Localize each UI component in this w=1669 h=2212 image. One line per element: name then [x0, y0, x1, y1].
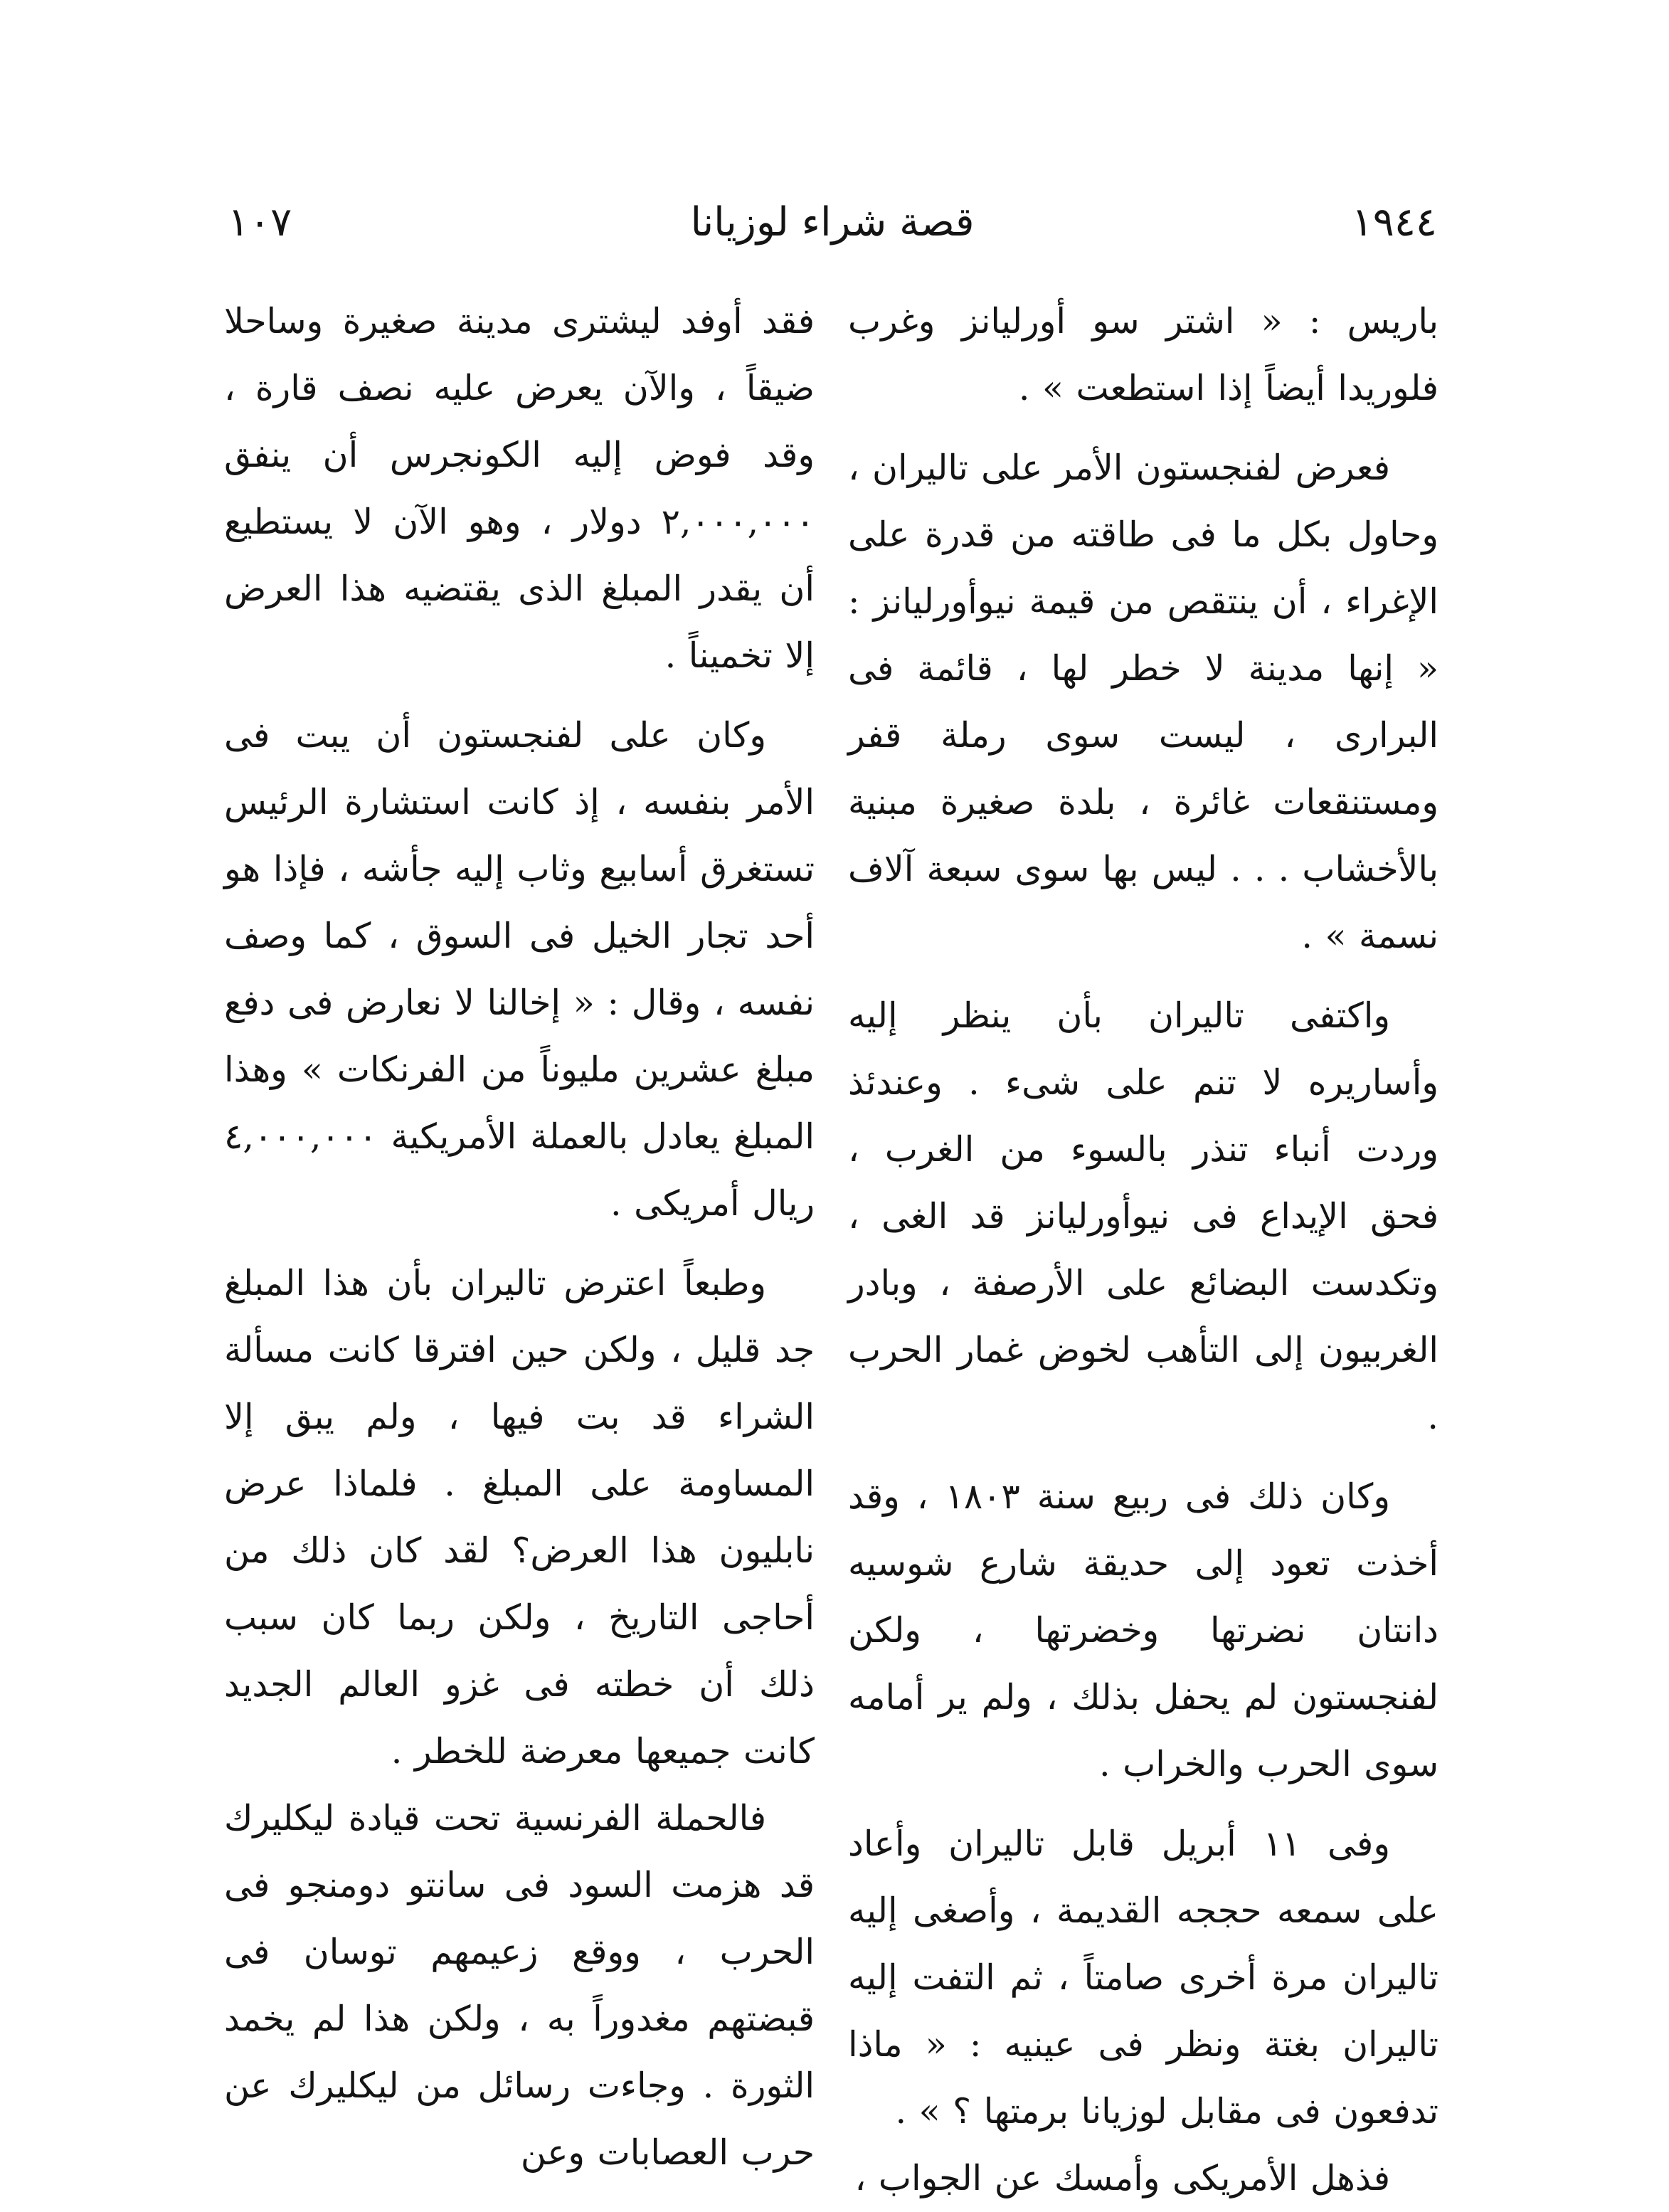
- header-year: ١٩٤٤: [1351, 199, 1437, 245]
- paragraph: فعرض لفنجستون الأمر على تاليران ، وحاول بكل ما فى طاقته من قدرة على الإغراء ، أن ينتقص من قيمة نيوأورليانز : « إنها مدينة لا خطر لها ، قائمة فى البرارى ، ليست سوى رملة قفر ومستنقعات غائرة ، بلدة صغيرة مبنية بالأخشاب . . . ليس بها سوى سبعة آلاف نسمة » .: [848, 448, 1438, 956]
- left-column: [224, 288, 815, 2173]
- paragraph: فالحملة الفرنسية تحت قيادة ليكليرك قد هزمت السود فى سانتو دومنجو فى الحرب ، ووقع زعيمهم توسان فى قبضتهم مغدوراً به ، ولكن هذا لم يخمد الثورة . وجاءت رسائل من ليكليرك عن حرب العصابات وعن: [224, 1798, 815, 2173]
- paragraph: وفى ١١ أبريل قابل تاليران وأعاد على سمعه حججه القديمة ، وأصغى إليه تاليران مرة أخرى صامتاً ، ثم التفت إليه تاليران بغتة ونظر فى عينيه : « ماذا تدفعون فى مقابل لوزيانا برمتها ؟ » .: [848, 1824, 1438, 2132]
- paragraph: وكان على لفنجستون أن يبت فى الأمر بنفسه ، إذ كانت استشارة الرئيس تستغرق أسابيع وثاب إليه جأشه ، فإذا هو أحد تجار الخيل فى السوق ، كما وصف نفسه ، وقال : « إخالنا لا نعارض فى دفع مبلغ عشرين مليوناً من الفرنكات » وهذا المبلغ يعادل بالعملة الأمريكية ٤,٠٠٠,٠٠٠ ريال أمريكى .: [224, 715, 815, 1224]
- paragraph: وطبعاً اعترض تاليران بأن هذا المبلغ جد قليل ، ولكن حين افترقا كانت مسألة الشراء قد بت فيها ، ولم يبق إلا المساومة على المبلغ . فلماذا عرض نابليون هذا العرض؟ لقد كان ذلك من أحاجى التاريخ ، ولكن ربما كان سبب ذلك أن خطته فى غزو العالم الجديد كانت جميعها معرضة للخطر .: [224, 1263, 815, 1772]
- running-title: قصة شراء لوزيانا: [690, 199, 975, 245]
- page-header: [228, 191, 1437, 255]
- paragraph: فذهل الأمريكى وأمسك عن الجواب ،: [854, 2158, 1390, 2198]
- right-column: [848, 288, 1438, 2198]
- page-number: ١٠٧: [228, 199, 292, 245]
- paragraph: باريس : « اشتر سو أورليانز وغرب فلوريدا أيضاً إذا استطعت » .: [848, 301, 1438, 408]
- paragraph: وكان ذلك فى ربيع سنة ١٨٠٣ ، وقد أخذت تعود إلى حديقة شارع شوسيه دانتان نضرتها وخضرتها ، ولكن لفنجستون لم يحفل بذلك ، ولم ير أمامه سوى الحرب والخراب .: [848, 1476, 1438, 1784]
- paragraph: واكتفى تاليران بأن ينظر إليه وأساريره لا تنم على شىء . وعندئذ وردت أنباء تنذر بالسوء من الغرب ، فحق الإيداع فى نيوأورليانز قد الغى ، وتكدست البضائع على الأرصفة ، وبادر الغربيون إلى التأهب لخوض غمار الحرب .: [848, 995, 1438, 1437]
- paragraph: فقد أوفد ليشترى مدينة صغيرة وساحلا ضيقاً ، والآن يعرض عليه نصف قارة ، وقد فوض إليه الكونجرس أن ينفق ٢,٠٠٠,٠٠٠ دولار ، وهو الآن لا يستطيع أن يقدر المبلغ الذى يقتضيه هذا العرض إلا تخميناً .: [224, 301, 815, 676]
